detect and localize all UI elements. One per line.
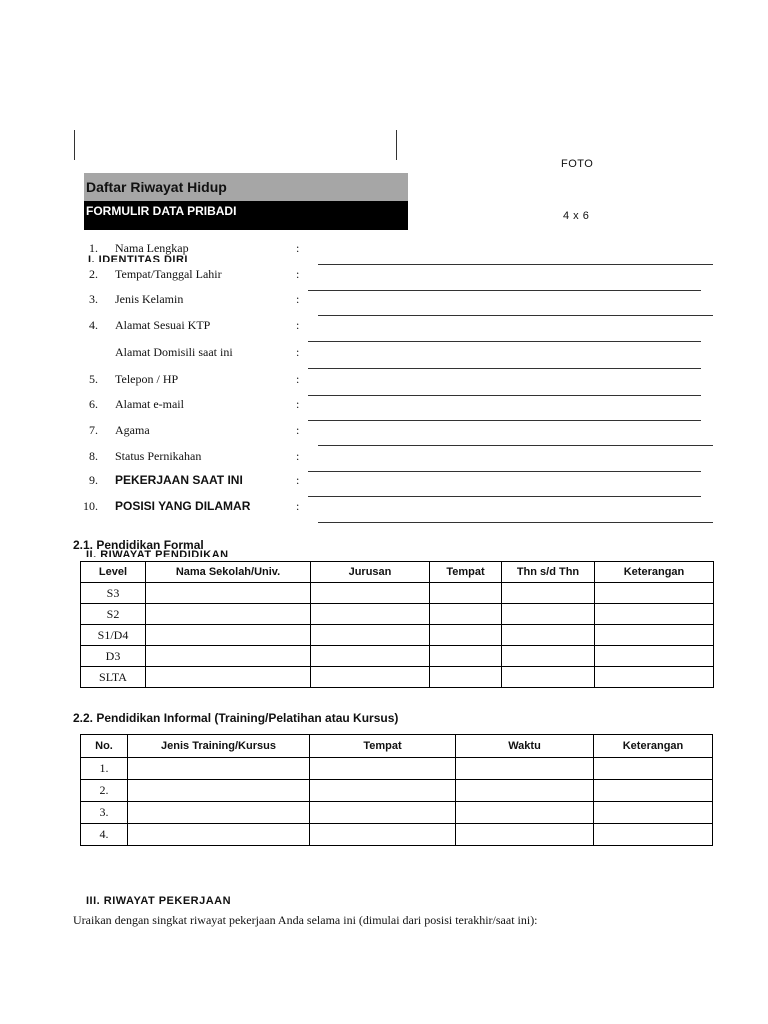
informal-time-cell[interactable] [456,780,594,802]
field-colon: : [296,397,300,411]
field-answer-line[interactable] [308,496,701,497]
formal-col-major: Jurusan [311,562,430,583]
formal-place-cell[interactable] [430,625,502,646]
informal-col-no: No. [81,735,128,758]
informal-time-cell[interactable] [456,824,594,846]
formal-level-cell: S3 [81,583,146,604]
field-answer-line[interactable] [308,290,701,291]
table-row [81,604,714,625]
field-colon: : [296,423,300,437]
page-title: Daftar Riwayat Hidup [84,173,408,201]
field-answer-line[interactable] [318,445,713,446]
field-colon: : [296,499,300,513]
informal-col-time: Waktu [456,735,594,758]
section-identitas-title: I. IDENTITAS DIRI [88,254,188,262]
formal-col-school: Nama Sekolah/Univ. [146,562,311,583]
formal-level-cell: S2 [81,604,146,625]
field-colon: : [296,473,300,487]
field-answer-line[interactable] [318,522,713,523]
informal-place-cell[interactable] [310,780,456,802]
table-row [81,758,713,780]
field-number: 2. [89,267,98,281]
informal-training-cell[interactable] [128,780,310,802]
informal-col-place: Tempat [310,735,456,758]
formal-place-cell[interactable] [430,604,502,625]
formal-notes-cell[interactable] [595,667,714,688]
photo-size: 4 x 6 [563,210,590,222]
formal-col-years: Thn s/d Thn [502,562,595,583]
formal-school-cell[interactable] [146,583,311,604]
formal-years-cell[interactable] [502,646,595,667]
field-label: Alamat Sesuai KTP [115,318,211,332]
informal-no-cell: 3. [81,802,128,824]
field-colon: : [296,267,300,281]
informal-place-cell[interactable] [310,802,456,824]
table-row [81,802,713,824]
informal-training-cell[interactable] [128,758,310,780]
field-label: Alamat Domisili saat ini [115,345,233,359]
formal-notes-cell[interactable] [595,646,714,667]
informal-col-notes: Keterangan [594,735,713,758]
field-label: Alamat e-mail [115,397,184,411]
formal-level-cell: SLTA [81,667,146,688]
formal-notes-cell[interactable] [595,625,714,646]
informal-training-cell[interactable] [128,824,310,846]
formal-place-cell[interactable] [430,667,502,688]
informal-notes-cell[interactable] [594,780,713,802]
field-label: PEKERJAAN SAAT INI [115,473,243,487]
field-answer-line[interactable] [318,315,713,316]
field-colon: : [296,292,300,306]
informal-place-cell[interactable] [310,758,456,780]
field-number: 6. [89,397,98,411]
form-subtitle: FORMULIR DATA PRIBADI [84,201,408,230]
field-label: POSISI YANG DILAMAR [115,499,251,513]
informal-notes-cell[interactable] [594,758,713,780]
formal-school-cell[interactable] [146,646,311,667]
formal-place-cell[interactable] [430,583,502,604]
formal-level-cell: S1/D4 [81,625,146,646]
formal-school-cell[interactable] [146,625,311,646]
field-number: 5. [89,372,98,386]
field-number: 1. [89,241,98,255]
table-row [81,646,714,667]
informal-no-cell: 4. [81,824,128,846]
section-pendidikan-title: II. RIWAYAT PENDIDIKAN [86,549,229,557]
formal-education-table [80,561,714,688]
formal-years-cell[interactable] [502,667,595,688]
formal-school-cell[interactable] [146,667,311,688]
formal-col-notes: Keterangan [595,562,714,583]
field-label: Nama Lengkap [115,241,189,255]
formal-years-cell[interactable] [502,625,595,646]
formal-level-cell: D3 [81,646,146,667]
informal-notes-cell[interactable] [594,802,713,824]
field-number: 4. [89,318,98,332]
formal-education-heading: 2.1. Pendidikan Formal [73,538,204,552]
field-answer-line[interactable] [308,420,701,421]
formal-years-cell[interactable] [502,604,595,625]
field-label: Status Pernikahan [115,449,202,463]
table-row [81,824,713,846]
left-margin-bar [74,130,75,160]
informal-no-cell: 2. [81,780,128,802]
field-number: 7. [89,423,98,437]
field-number: 3. [89,292,98,306]
formal-col-place: Tempat [430,562,502,583]
table-row [81,625,714,646]
formal-major-cell[interactable] [311,583,430,604]
table-row [81,583,714,604]
work-history-instruction: Uraikan dengan singkat riwayat pekerjaan Anda selama ini (dimulai dari posisi terakhir/saat ini): [73,913,538,927]
photo-label: FOTO [561,158,594,170]
informal-education-table [80,734,713,846]
formal-place-cell[interactable] [430,646,502,667]
field-answer-line[interactable] [308,471,701,472]
field-answer-line[interactable] [308,368,701,369]
field-label: Telepon / HP [115,372,179,386]
formal-col-level: Level [81,562,146,583]
informal-training-cell[interactable] [128,802,310,824]
field-colon: : [296,449,300,463]
field-colon: : [296,372,300,386]
formal-notes-cell[interactable] [595,604,714,625]
right-margin-bar [396,130,397,160]
field-label: Agama [115,423,150,437]
field-label: Tempat/Tanggal Lahir [115,267,222,281]
formal-notes-cell[interactable] [595,583,714,604]
formal-major-cell[interactable] [311,625,430,646]
table-row [81,667,714,688]
field-label: Jenis Kelamin [115,292,184,306]
field-number: 9. [89,473,98,487]
field-colon: : [296,318,300,332]
informal-notes-cell[interactable] [594,824,713,846]
informal-time-cell[interactable] [456,758,594,780]
informal-education-heading: 2.2. Pendidikan Informal (Training/Pelatihan atau Kursus) [73,711,399,725]
field-answer-line[interactable] [318,264,713,265]
informal-place-cell[interactable] [310,824,456,846]
field-number: 10. [83,499,98,513]
table-row [81,780,713,802]
formal-major-cell[interactable] [311,646,430,667]
field-answer-line[interactable] [308,395,701,396]
field-number: 8. [89,449,98,463]
section-pekerjaan-title: III. RIWAYAT PEKERJAAN [86,895,232,904]
informal-no-cell: 1. [81,758,128,780]
informal-col-training: Jenis Training/Kursus [128,735,310,758]
formal-years-cell[interactable] [502,583,595,604]
formal-major-cell[interactable] [311,667,430,688]
field-colon: : [296,345,300,359]
formal-major-cell[interactable] [311,604,430,625]
formal-school-cell[interactable] [146,604,311,625]
field-colon: : [296,241,300,255]
informal-time-cell[interactable] [456,802,594,824]
field-answer-line[interactable] [308,341,701,342]
